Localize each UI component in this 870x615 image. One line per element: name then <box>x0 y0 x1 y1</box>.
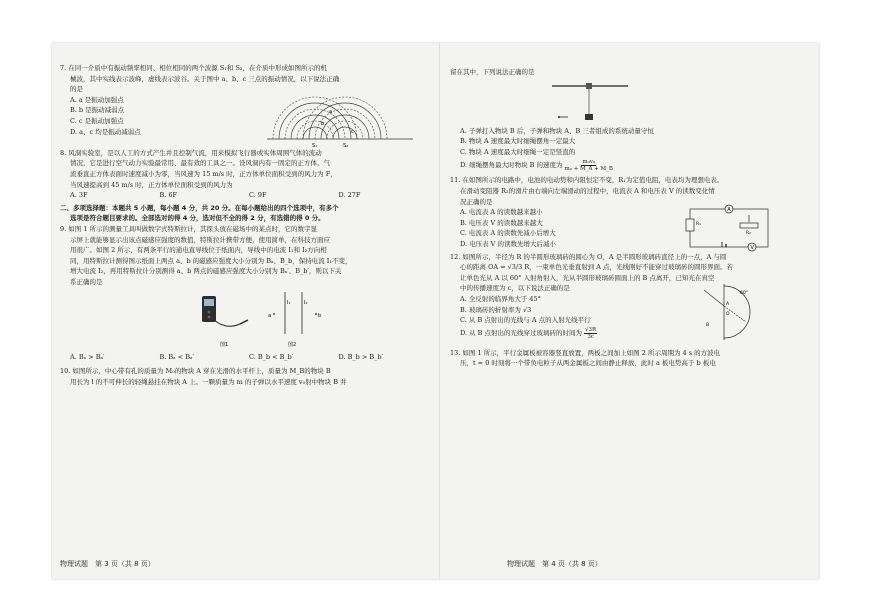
q12-option-b: B. 玻璃砖的折射率为 √3 <box>460 305 532 314</box>
q9-line: 用很广。如图 2 所示，有两条平行的通电直导线位于纸面内，导线中的电流 I₁和 I₂方向相 <box>70 246 327 255</box>
point-c-label: c <box>351 128 354 135</box>
q9-line: 同，用特斯拉计测得图示纸面上两点 a、b 的磁感应强度大小分别为 Bₐ、B_b，保持电流 I₁不变， <box>70 256 352 265</box>
q8-line: 8. 风洞实验室，是以人工的方式产生并且控制气流，用来模拟飞行器或实体周围气体的流动 <box>60 148 322 157</box>
page-3-footer: 物理试题 第 3 页（共 8 页） <box>60 560 155 568</box>
section-2-header <box>60 203 428 224</box>
q12-line: 让单色光从 A 以 60° 入射角射入，光从半圆形玻璃砖圆面上的 B 点离开，已知光在真空 <box>460 273 715 282</box>
q11-line: 在滑动变阻器 R₂的滑片由右端向左端滑动的过程中，电流表 A 和电压表 V 的读数变化情 <box>460 186 715 195</box>
q7-line: 7. 在同一介质中有振动频率相同、相位相同的两个波源 S₁和 S₂，在介质中形成如图所示的机 <box>60 64 328 72</box>
point-a-label: a <box>329 108 333 115</box>
q10-continued: 留在其中，下列说法正确的是 <box>450 68 535 76</box>
question-8 <box>60 148 428 201</box>
i2-label: I₂ <box>304 299 308 306</box>
question-12 <box>450 252 812 342</box>
q9-option-c: C. B_b < B_b′ <box>249 352 294 361</box>
q12-option-c: C. 从 B 点射出的光线与 A 点的入射光线平行 <box>460 316 591 325</box>
q9-line: 系正确的是 <box>70 277 103 286</box>
q10-formula <box>565 159 613 172</box>
page-divider <box>439 43 440 579</box>
q10-figure-area <box>450 78 812 126</box>
q7-option-d: D. a、c 均是振动减弱点 <box>70 127 141 136</box>
s2-label: S₂ <box>343 142 349 149</box>
q9-line: 示屏上就能够显示出该点磁感应强度的数值，特斯拉计携带方便，使用简单，在科技方面应 <box>70 235 330 244</box>
q11-option-d: D. 电压表 V 的读数先增大后减小 <box>460 239 556 248</box>
fig2-caption: 图2 <box>288 341 297 348</box>
q12-formula-den: 3c <box>587 334 594 341</box>
question-10 <box>60 366 428 387</box>
q13-line: 13. 如图 1 所示，平行金属板被容器竖直放置，两板之间加上如图 2 所示周期为 4 s 的方波电 <box>450 348 721 357</box>
wires-figure <box>260 290 330 350</box>
a-label: a <box>268 312 272 319</box>
b-point-label: B <box>706 322 710 328</box>
question-13 <box>450 348 812 369</box>
q11-line: 况正确的是 <box>460 197 493 206</box>
q10-formula-den: m₀ + M_A + M_B <box>564 165 613 172</box>
q7-option-b: B. b 是振动减弱点 <box>70 106 125 115</box>
q10-option-b: B. 物块 A 速度最大时细绳摆角一定最大 <box>460 137 576 146</box>
q8-option-d: D. 27F <box>338 191 361 200</box>
q7-option-a: A. a 是振动加强点 <box>70 95 124 104</box>
q10-option-d <box>450 157 812 173</box>
rod-block-figure <box>550 80 630 126</box>
q9-option-b: B. Bₐ < Bₐ′ <box>159 352 195 361</box>
semicircle-glass-figure <box>690 282 760 342</box>
angle-label: 60° <box>740 290 748 296</box>
r1-label: R₁ <box>696 222 701 228</box>
q11-option-a: A. 电流表 A 的读数越来越小 <box>460 208 543 217</box>
question-9 <box>60 224 428 362</box>
q9-option-a: A. Bₐ > Bₐ′ <box>70 352 105 361</box>
section-2-line: 选项是符合题目要求的。全部选对的得 4 分，选对但不全的得 2 分，有选错的得 0 分。 <box>70 214 325 223</box>
q11-option-b: B. 电压表 V 的读数越来越大 <box>460 218 543 227</box>
b-label: b <box>318 312 322 319</box>
question-7 <box>60 63 428 148</box>
q9-line: 9. 如图 1 所示的测量工具叫做数字式特斯拉计，其探头放在磁场中的某点时，它的数字显 <box>60 224 318 233</box>
point-b-label: b <box>321 120 325 127</box>
q7-line: 的是 <box>70 85 83 94</box>
fig1-caption: 图1 <box>220 341 229 348</box>
page-4-footer: 物理试题 第 4 页（共 8 页） <box>507 560 602 568</box>
wave-interference-figure <box>265 89 415 149</box>
q8-options <box>60 190 428 201</box>
s1-label: S₁ <box>312 142 318 149</box>
q10-formula-num: m₀v₀ <box>582 158 596 165</box>
q8-line: 流垂直正方体表面时速度减小为零，当风速为 15 m/s 时，正方体单位面积受到的风力为 F， <box>70 169 337 178</box>
q8-line: 当风速提高到 45 m/s 时，正方体单位面积受到的风力为 <box>70 180 233 189</box>
q10-line: 用长为 l 的不可伸长的轻绳悬挂在物块 A 上。一颗质量为 m 的子弹以水平速度 v₀射中物块 B 并 <box>70 377 347 386</box>
q12-option-d-text: D. 从 B 点射出的光线穿过玻璃砖的时间为 <box>460 329 583 338</box>
q9-options <box>60 352 428 363</box>
q10-option-a: A. 子弹打入物块 B 后，子弹和物块 A、B 三者组成的系统动量守恒 <box>460 126 654 135</box>
q12-line: 心的距离 OA = √3/3 R，一束单色光垂直射到 A 点，光线刚好不能穿过玻璃砖的圆形界面。若 <box>460 263 734 272</box>
q9-option-d: D. B_b > B_b′ <box>338 352 384 361</box>
page-4 <box>450 67 812 369</box>
q12-line: 中的传播速度为 c，以下说法正确的是 <box>460 284 570 293</box>
q12-line: 12. 如图所示，半径为 R 的半圆形玻璃砖的圆心为 O，A 是半圆形玻璃砖直径上的一点，A 与圆 <box>450 252 727 261</box>
circuit-figure <box>682 203 777 253</box>
q9-line: 增大电流 I₂，再用特斯拉计分别测得 a、b 两点的磁感应强度大小分别为 Bₐ′、B_b′，则以下关 <box>70 267 342 276</box>
tesla-meter-figure <box>192 290 252 350</box>
q12-formula-num: √3R <box>585 327 597 334</box>
a-point-label: A <box>726 301 730 307</box>
section-2-line: 二、多项选择题：本题共 5 小题，每小题 4 分，共 20 分。在每小题给出的四个选项中，有多个 <box>60 203 339 212</box>
q11-option-c: C. 电流表 A 的读数先减小后增大 <box>460 229 556 238</box>
q13-line: 压，t = 0 时刻将一个带负电粒子从两金属板之间由静止释放，此时 a 板电势高于 b 板电 <box>460 359 716 368</box>
r2-label: R₂ <box>746 231 751 237</box>
q7-line: 械波，其中实线表示波峰，虚线表示波谷。关于图中 a、b、c 三点的振动情况，以下说法正确 <box>70 74 340 83</box>
question-11 <box>450 175 812 249</box>
q9-figures <box>60 288 428 352</box>
o-point-label: O <box>726 311 730 317</box>
page-3 <box>60 63 428 387</box>
q12-formula <box>584 327 597 340</box>
q8-option-a: A. 3F <box>70 191 88 200</box>
q11-line: 11. 在如图所示的电路中，电池的电动势和内阻恒定不变，R₁为定值电阻，电表均为理想电表。 <box>450 176 724 185</box>
ammeter-label: A <box>727 206 731 213</box>
q8-line: 情况，它是进行空气动力实验最常用、最有效的工具之一。设风洞内有一固定的正方体，气 <box>70 159 330 168</box>
q7-option-c: C. c 是振动加强点 <box>70 116 124 125</box>
q10-option-c: C. 物块 A 速度最大时细绳一定是竖直的 <box>460 147 576 156</box>
exam-sheet <box>52 43 819 579</box>
q12-option-a: A. 全反射的临界角大于 45° <box>460 294 541 303</box>
i1-label: I₁ <box>287 299 291 306</box>
q8-option-b: B. 6F <box>159 191 178 200</box>
q10-option-d-text: D. 细绳摆角最大时物块 B 的速度为 <box>460 161 563 170</box>
voltmeter-label: V <box>750 244 754 251</box>
q10-line: 10. 如图所示，中心带有孔的质量为 M₀的物块 A 穿在光滑的水平杆上，质量为 M_B的物块 B <box>60 367 331 376</box>
q8-option-c: C. 9F <box>249 191 267 200</box>
